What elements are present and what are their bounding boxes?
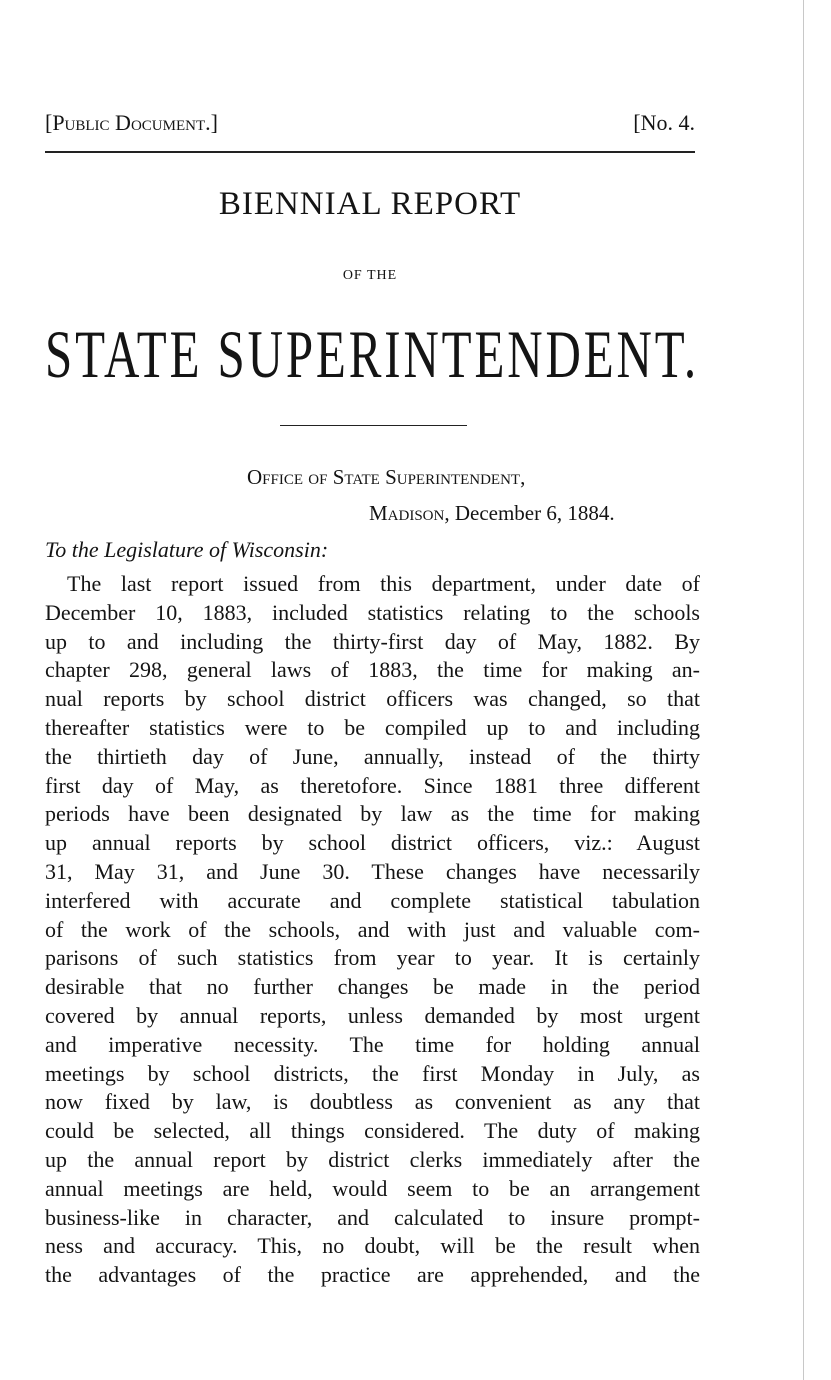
public-document-label: [Public Document.] (45, 110, 218, 135)
report-title: BIENNIAL REPORT (218, 186, 522, 222)
text-line: up the annual report by district clerks immediately after the (45, 1146, 700, 1172)
text-line: ness and accuracy. This, no doubt, will be the result when (45, 1233, 700, 1259)
place-date-line (369, 501, 615, 526)
text-line: parisons of such statistics from year to year. It is certainly (45, 945, 700, 971)
place-name: Madison, (369, 501, 450, 525)
text-line: December 10, 1883, included statistics relating to the schools (45, 599, 700, 625)
text-line: now fixed by law, is doubtless as convenient as any that (45, 1089, 700, 1115)
report-title-main-text: STATE SUPERINTENDENT. (45, 318, 700, 392)
text-line: 31, May 31, and June 30. These changes have necessarily (45, 858, 700, 884)
letter-date: December 6, 1884. (454, 501, 615, 525)
text-line: and imperative necessity. The time for holding annual (45, 1031, 700, 1057)
text-line: chapter 298, general laws of 1883, the time for making an- (45, 657, 700, 683)
text-line: meetings by school districts, the first Monday in July, as (45, 1060, 700, 1086)
text-line: business-like in character, and calculated to insure prompt- (45, 1204, 700, 1230)
document-header (45, 110, 695, 150)
text-line: interfered with accurate and complete statistical tabulation (45, 887, 700, 913)
text-line: could be selected, all things considered. The duty of making (45, 1118, 700, 1144)
report-title-connector: OF THE (342, 268, 398, 283)
text-line: up to and including the thirty-first day of May, 1882. By (45, 628, 700, 654)
body-paragraph (45, 570, 700, 1290)
text-line: up annual reports by school district officers, viz.: August (45, 830, 700, 856)
page-edge-line (803, 0, 804, 1380)
text-line: the thirtieth day of June, annually, instead of the thirty (45, 743, 700, 769)
text-line: the advantages of the practice are apprehended, and the (45, 1262, 700, 1288)
office-line: Office of State Superintendent, (247, 465, 526, 489)
text-line: thereafter statistics were to be compiled up to and including (45, 714, 700, 740)
document-number: [No. 4. (633, 110, 695, 135)
salutation: To the Legislature of Wisconsin: (45, 537, 329, 562)
text-line: covered by annual reports, unless demanded by most urgent (45, 1002, 700, 1028)
header-rule (45, 151, 695, 153)
text-line: first day of May, as theretofore. Since 1881 three different (45, 772, 700, 798)
text-line: desirable that no further changes be made in the period (45, 974, 700, 1000)
title-rule (280, 425, 467, 426)
text-line: nual reports by school district officers was changed, so that (45, 686, 700, 712)
report-title-main (45, 318, 700, 398)
text-line: The last report issued from this department, under date of (67, 571, 700, 596)
text-line: periods have been designated by law as the time for making (45, 801, 700, 827)
text-line: annual meetings are held, would seem to be an arrangement (45, 1175, 700, 1201)
text-line: of the work of the schools, and with just and valuable com- (45, 916, 700, 942)
